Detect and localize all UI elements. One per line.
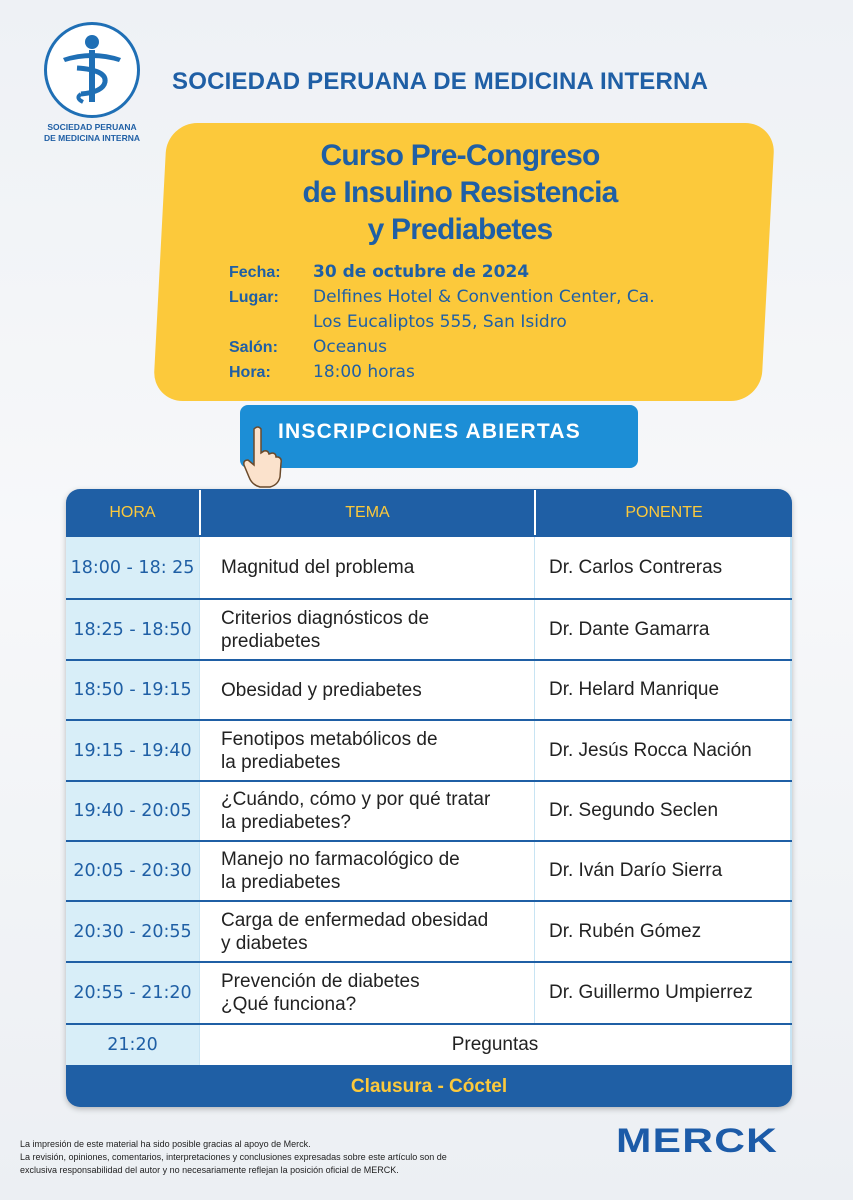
row-time: 20:30 - 20:55 [66,902,199,961]
pointing-hand-icon [240,425,284,489]
column-header-ponente: PONENTE [625,503,703,521]
room-value: Oceanus [313,337,388,357]
event-details [229,262,655,387]
logo-emblem [44,22,140,118]
row-topic: Manejo no farmacológico de la prediabetes [200,842,534,900]
logo-caption: SOCIEDAD PERUANA DE MEDICINA INTERNA [43,122,141,143]
row-time: 20:55 - 21:20 [66,963,199,1023]
venue-value-line2: Los Eucaliptos 555, San Isidro [313,312,567,332]
room-label: Salón: [229,339,278,356]
row-topic: ¿Cuándo, cómo y por qué tratar la prediabetes? [200,782,534,840]
table-row [66,963,792,1023]
row-topic: Carga de enfermedad obesidad y diabetes [200,902,534,961]
row-speaker: Dr. Helard Manrique [535,661,790,719]
questions-row [66,1025,792,1065]
table-row [66,782,792,840]
time-value: 18:00 horas [313,362,415,382]
society-logo [40,22,144,144]
venue-label: Lugar: [229,289,279,306]
date-value: 30 de octubre de 2024 [313,262,530,282]
row-topic: Prevención de diabetes ¿Qué funciona? [200,963,534,1023]
registration-label[interactable]: INSCRIPCIONES ABIERTAS [278,420,581,443]
caduceus-figure-icon [57,32,127,108]
society-title: SOCIEDAD PERUANA DE MEDICINA INTERNA [172,68,709,95]
row-time: 18:00 - 18: 25 [66,537,199,598]
column-header-hora: HORA [109,503,156,521]
questions-time: 21:20 [66,1025,199,1065]
closing-label: Clausura - Cóctel [350,1076,508,1097]
row-speaker: Dr. Guillermo Umpierrez [535,963,790,1023]
table-row [66,721,792,780]
row-time: 19:15 - 19:40 [66,721,199,780]
row-speaker: Dr. Jesús Rocca Nación [535,721,790,780]
row-speaker: Dr. Carlos Contreras [535,537,790,598]
table-row [66,842,792,900]
row-topic: Fenotipos metabólicos de la prediabetes [200,721,534,780]
time-label: Hora: [229,364,271,381]
row-time: 18:50 - 19:15 [66,661,199,719]
row-time: 20:05 - 20:30 [66,842,199,900]
questions-label: Preguntas [200,1025,790,1065]
row-topic: Magnitud del problema [200,537,534,598]
disclaimer: La impresión de este material ha sido posible gracias al apoyo de Merck. La revisión, opiniones, comentarios, interpretaciones y conclusiones expresadas sobre este artículo son de exclusiva responsabilidad del autor y no necesariamente reflejan la posición oficial de MERCK. [20,1139,447,1175]
row-speaker: Dr. Iván Darío Sierra [535,842,790,900]
row-time: 18:25 - 18:50 [66,600,199,659]
table-row [66,902,792,961]
column-header-tema: TEMA [345,503,390,521]
row-topic: Obesidad y prediabetes [200,661,534,719]
merck-logo: MERCK [616,1122,779,1160]
table-row [66,661,792,719]
row-speaker: Dr. Rubén Gómez [535,902,790,961]
date-label: Fecha: [229,264,281,281]
table-row [66,537,792,598]
course-title: Curso Pre-Congreso de Insulino Resistencia y Prediabetes [302,139,618,246]
row-topic: Criterios diagnósticos de prediabetes [200,600,534,659]
venue-value-line1: Delfines Hotel & Convention Center, Ca. [313,287,655,307]
row-time: 19:40 - 20:05 [66,782,199,840]
row-speaker: Dr. Dante Gamarra [535,600,790,659]
table-row [66,600,792,659]
row-speaker: Dr. Segundo Seclen [535,782,790,840]
